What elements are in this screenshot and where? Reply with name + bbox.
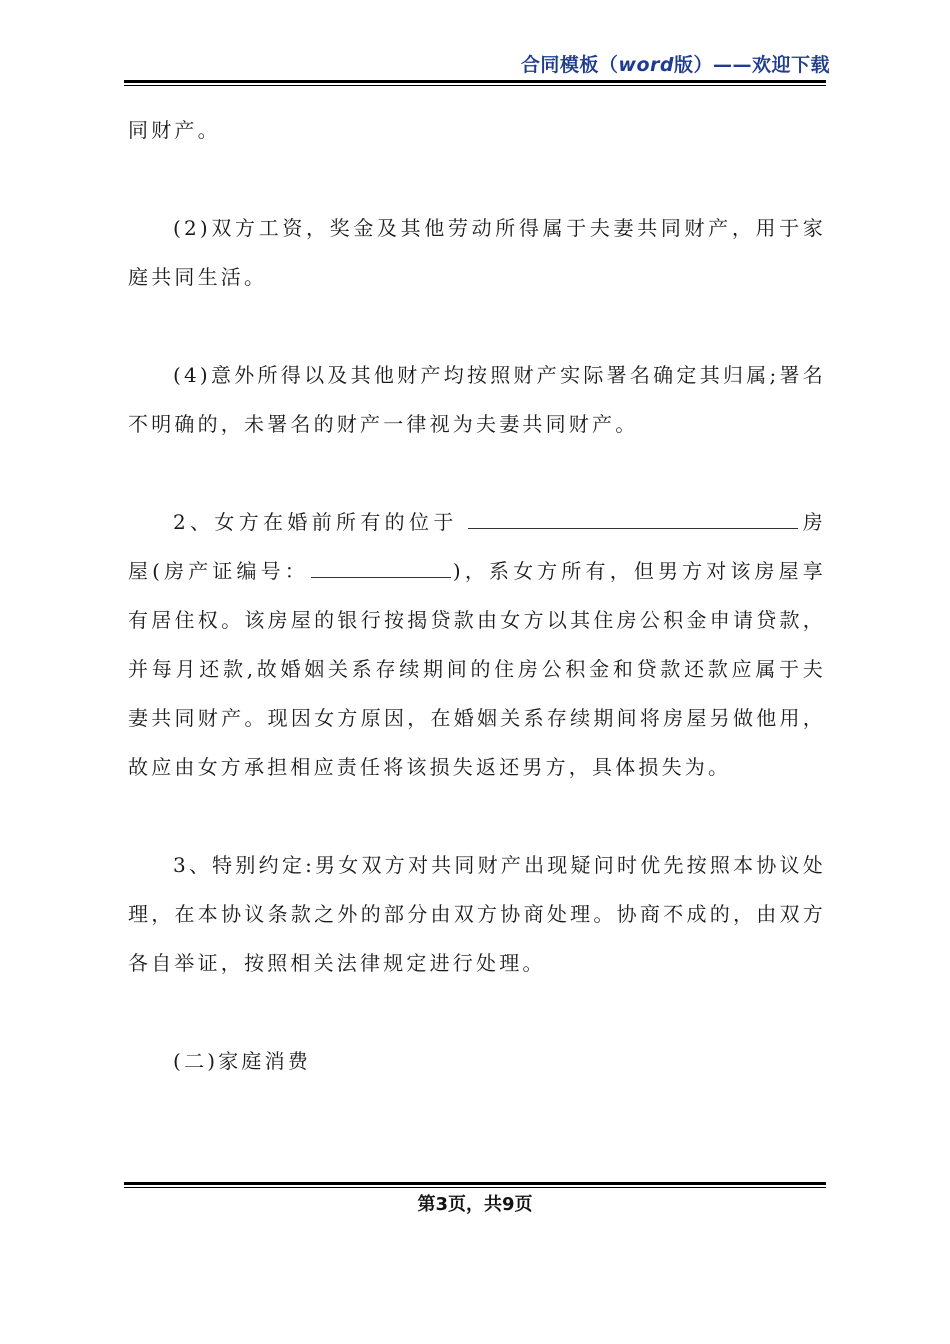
- certificate-number-blank[interactable]: [311, 557, 451, 578]
- header-title: [521, 50, 830, 77]
- section-heading-household-consumption: (二)家庭消费: [173, 1049, 312, 1073]
- clause-2-part-c: )，系女方所有，但男方对该房屋享有居住权。该房屋的银行按揭贷款由女方以其住房公积金申请贷款，并每月还款,故婚姻关系存续期间的住房公积金和贷款还款应属于夫妻共同财产。现因女方原因，在婚姻关系存续期间将房屋另做他用，故应由女方承担相应责任将该损失返还男方，具体损失为。: [128, 559, 826, 779]
- paragraph-item-4: (4)意外所得以及其他财产均按照财产实际署名确定其归属;署名不明确的，未署名的财产一律视为夫妻共同财产。: [128, 363, 826, 436]
- header-title-prefix: 合同模板（: [520, 54, 619, 76]
- header-title-suffix: 版）——欢迎下载: [673, 54, 830, 76]
- document-body: [128, 106, 826, 1086]
- header-title-word: word: [618, 54, 674, 76]
- clause-2-part-a: 2、女方在婚前所有的位于: [173, 510, 458, 534]
- footer-rule-thick: [124, 1182, 826, 1185]
- footer-rule-thin: [124, 1187, 826, 1188]
- property-location-blank[interactable]: [468, 508, 798, 529]
- paragraph-continuation: 同财产。: [128, 118, 221, 142]
- page-number: 第3页，共9页: [417, 1194, 533, 1215]
- header-rule-thin: [124, 85, 826, 86]
- header-rule-thick: [124, 80, 826, 83]
- paragraph-clause-3: 3、特别约定:男女双方对共同财产出现疑问时优先按照本协议处理，在本协议条款之外的部分由双方协商处理。协商不成的，由双方各自举证，按照相关法律规定进行处理。: [128, 853, 826, 975]
- clause-2-part-b: 房屋(房产证编号：: [128, 510, 827, 583]
- paragraph-item-2: (2)双方工资，奖金及其他劳动所得属于夫妻共同财产，用于家庭共同生活。: [128, 216, 826, 289]
- paragraph-clause-2: [128, 498, 826, 792]
